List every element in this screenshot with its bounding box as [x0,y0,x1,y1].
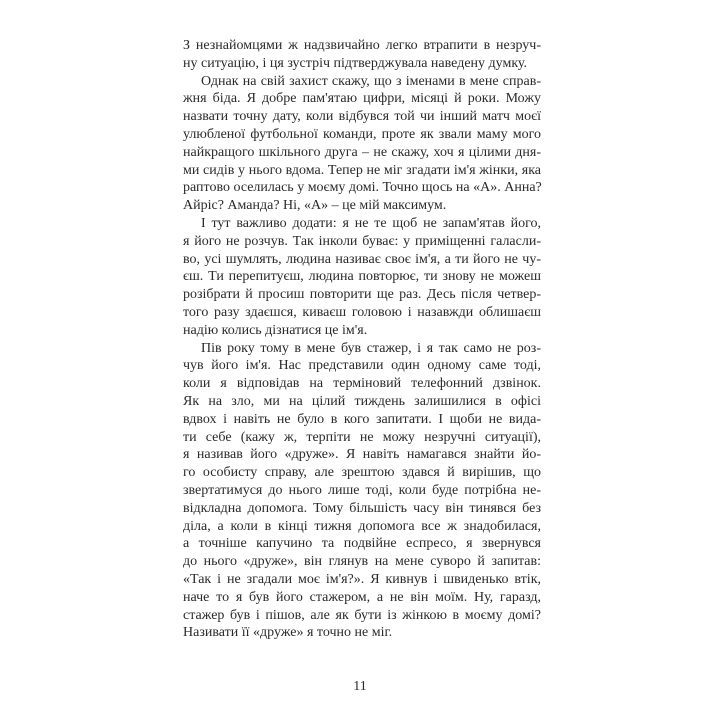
text-line: І тут важливо додати: я не те щоб не запам'ятав його, [201,215,541,231]
paragraph [183,340,541,643]
text-line: а точніше капучино та подвійне еспресо, я звернувся [183,536,541,552]
book-page-text [183,37,541,642]
paragraph [183,73,541,215]
text-line: Як на зло, ми на цілий тиждень залишилися в офісі [183,393,541,409]
text-line: Айріс? Аманда? Ні, «А» – це мій максимум. [183,198,447,214]
text-line: вдвох і навіть не було в кого запитати. І щоби не вида- [183,411,541,427]
text-line: улюбленої футбольної команди, проте як звали маму мого [183,126,541,142]
page-number: 11 [353,679,367,694]
text-line: розібрати й просиш повторити ще раз. Десь після четвер- [183,287,541,303]
text-line: ти себе (кажу ж, терпіти не можу незручні ситуації), [183,429,541,445]
text-line: я називав його «друже». Я навіть намагався знайти йо- [183,447,541,463]
text-line: Пів року тому в мене був стажер, і я так само не роз- [201,340,541,356]
text-line: найкращого шкільного друга – не скажу, хоч я цілими дня- [183,144,541,160]
text-line: Називати її «друже» я точно не міг. [183,625,393,641]
text-line: єш. Ти перепитуєш, людина повторює, ти знову не можеш [183,269,541,285]
text-line: Однак на свій захист скажу, що з іменами в мене справ- [201,73,541,89]
paragraph [183,215,541,340]
text-line: звертатимуся до нього лише тоді, коли буде потрібна не- [183,482,541,498]
text-line: жня біда. Я добре пам'ятаю цифри, місяці й роки. Можу [183,91,541,107]
text-line: відкладна допомога. Тому більшість часу він тинявся без [183,500,541,516]
text-line: З незнайомцями ж надзвичайно легко втрапити в незруч- [183,38,541,53]
text-line: до нього «друже», він глянув на мене суворо й запитав: [183,554,541,570]
text-line: стажер був і пішов, але як бути із жінкою в моєму домі? [183,607,541,623]
paragraph [183,37,541,73]
text-line: ми сидів у нього вдома. Тепер не міг згадати ім'я жінки, яка [183,162,541,178]
text-line: «Так і не згадали моє ім'я?». Я кивнув і швиденько втік, [183,571,541,587]
text-line: наче то я був його стажером, а не він моїм. Ну, гаразд, [183,589,541,605]
text-line: коли я відповідав на терміновий телефонний дзвінок. [183,376,541,392]
text-line: чув його ім'я. Нас представили один одному саме тоді, [183,358,541,374]
text-line: назвати точну дату, коли відбувся той чи інший матч моєї [183,109,541,125]
text-line: ну ситуацію, і ця зустріч підтверджувала наведену думку. [183,55,528,71]
text-line: того разу здаєшся, киваєш головою і назавжди облишаєш [183,304,541,320]
text-line: надію колись дізнатися це ім'я. [183,322,368,338]
text-line: я його не розчув. Так інколи буває: у приміщенні галасли- [183,233,541,249]
text-line: во, усі шумлять, людина називає своє ім'я, а ти його не чу- [183,251,541,267]
text-line: го особисту справу, але зрештою здався й вирішив, що [183,465,541,481]
text-line: діла, а коли в кінці тижня допомога все ж знадобилася, [183,518,541,534]
text-line: раптово оселилась у моєму домі. Точно щось на «А». Анна? [183,180,542,196]
